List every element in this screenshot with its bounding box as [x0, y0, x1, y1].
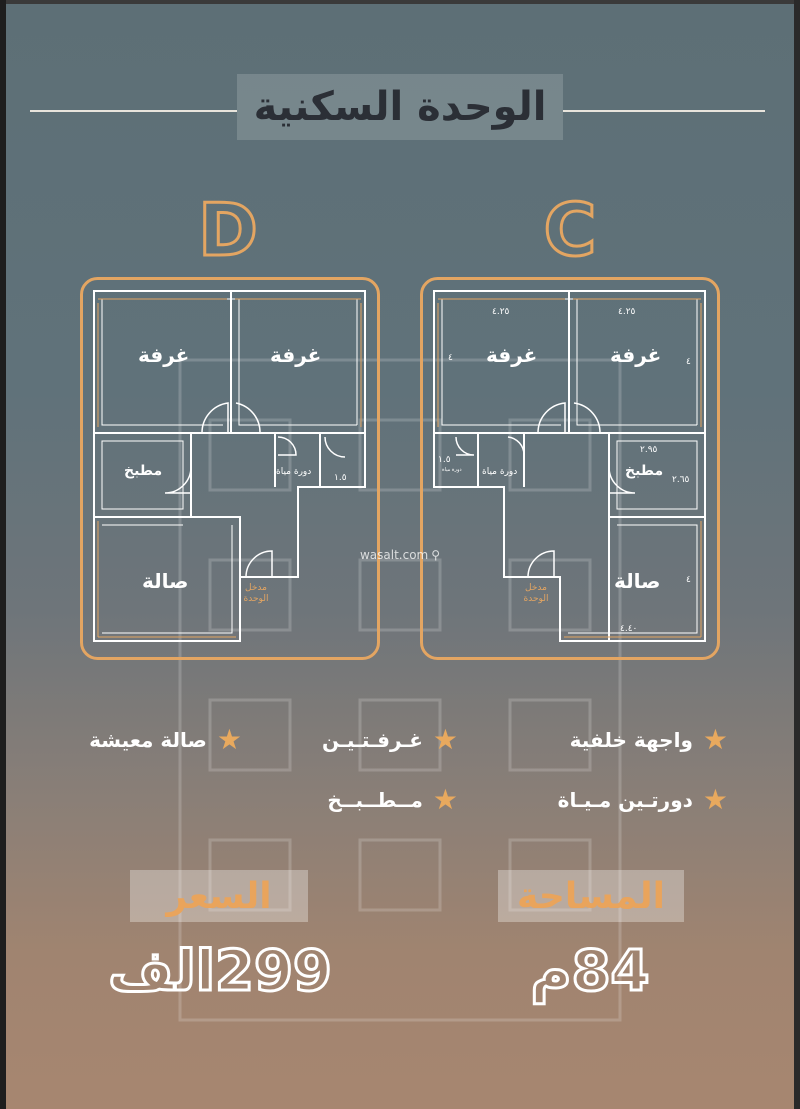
feature-back-facade — [520, 722, 728, 758]
floor-plan-d — [80, 277, 380, 660]
price-label: السعر — [130, 870, 308, 922]
dim-bath-small: ١.٥ — [334, 473, 347, 483]
room-label-bedroom-right-c: غرفة — [610, 343, 662, 367]
room-label-bedroom-left-c: غرفة — [486, 343, 538, 367]
feature-label: غـرفـتـيـن — [322, 728, 423, 752]
room-label-kitchen: مطبخ — [124, 463, 163, 479]
room-label-bathroom-small-c: دورة مياة — [442, 467, 462, 473]
area-value: 84م — [530, 938, 650, 1004]
feature-label: واجهة خلفية — [569, 728, 693, 752]
location-pin-icon: ⚲ — [431, 548, 441, 562]
floor-plan-c-drawing — [420, 277, 720, 660]
feature-label: مــطــبــخ — [327, 788, 423, 812]
feature-kitchen — [322, 782, 458, 818]
feature-two-bathrooms — [520, 782, 728, 818]
dim-top-left: ٤.٢٥ — [492, 307, 510, 317]
star-icon: ★ — [216, 723, 242, 756]
dim-side-right: ٤ — [686, 357, 691, 367]
room-label-entry: مدخل الوحدة — [243, 583, 269, 604]
watermark-text: wasalt.com — [359, 548, 429, 562]
dim-living-width: ٤.٤٠ — [620, 624, 638, 634]
title-line-left — [30, 110, 237, 112]
area-label: المساحة — [498, 870, 684, 922]
star-icon: ★ — [702, 783, 728, 816]
room-label-bathroom: دورة مياة — [276, 467, 312, 477]
room-label-bedroom-right: غرفة — [270, 343, 322, 367]
title-line-right — [563, 110, 765, 112]
room-label-living: صالة — [142, 569, 189, 593]
unit-letter-c: C — [543, 188, 597, 272]
room-label-bedroom-left: غرفة — [138, 343, 190, 367]
room-label-bathroom-c: دورة مياة — [482, 467, 518, 477]
frame-left-edge — [0, 0, 6, 1109]
feature-label: دورتـين مـيـاة — [557, 788, 693, 812]
frame-right-edge — [794, 0, 800, 1109]
unit-letter-d: D — [198, 188, 258, 272]
floor-plan-c — [420, 277, 720, 660]
room-label-living-c: صالة — [614, 569, 661, 593]
frame-top-edge — [0, 0, 800, 4]
dim-top-right: ٤.٢٥ — [618, 307, 636, 317]
room-label-kitchen-c: مطبخ — [625, 463, 664, 479]
dim-side-left: ٤ — [448, 353, 453, 363]
dim-bath-small-c: ١.٥ — [438, 455, 451, 465]
dim-kitchen-height: ٢.٦٥ — [672, 475, 690, 485]
feature-living-room — [72, 722, 242, 758]
page-title: الوحدة السكنية — [253, 84, 547, 130]
dim-living-height: ٤ — [686, 575, 691, 585]
feature-label: صالة معيشة — [89, 728, 207, 752]
star-icon: ★ — [702, 723, 728, 756]
watermark — [348, 545, 452, 565]
feature-two-rooms — [322, 722, 458, 758]
dim-kitchen-width: ٢.٩٥ — [640, 445, 658, 455]
room-label-entry-c: مدخل الوحدة — [523, 583, 549, 604]
price-value: 299الف — [108, 938, 332, 1004]
star-icon: ★ — [432, 723, 458, 756]
star-icon: ★ — [432, 783, 458, 816]
